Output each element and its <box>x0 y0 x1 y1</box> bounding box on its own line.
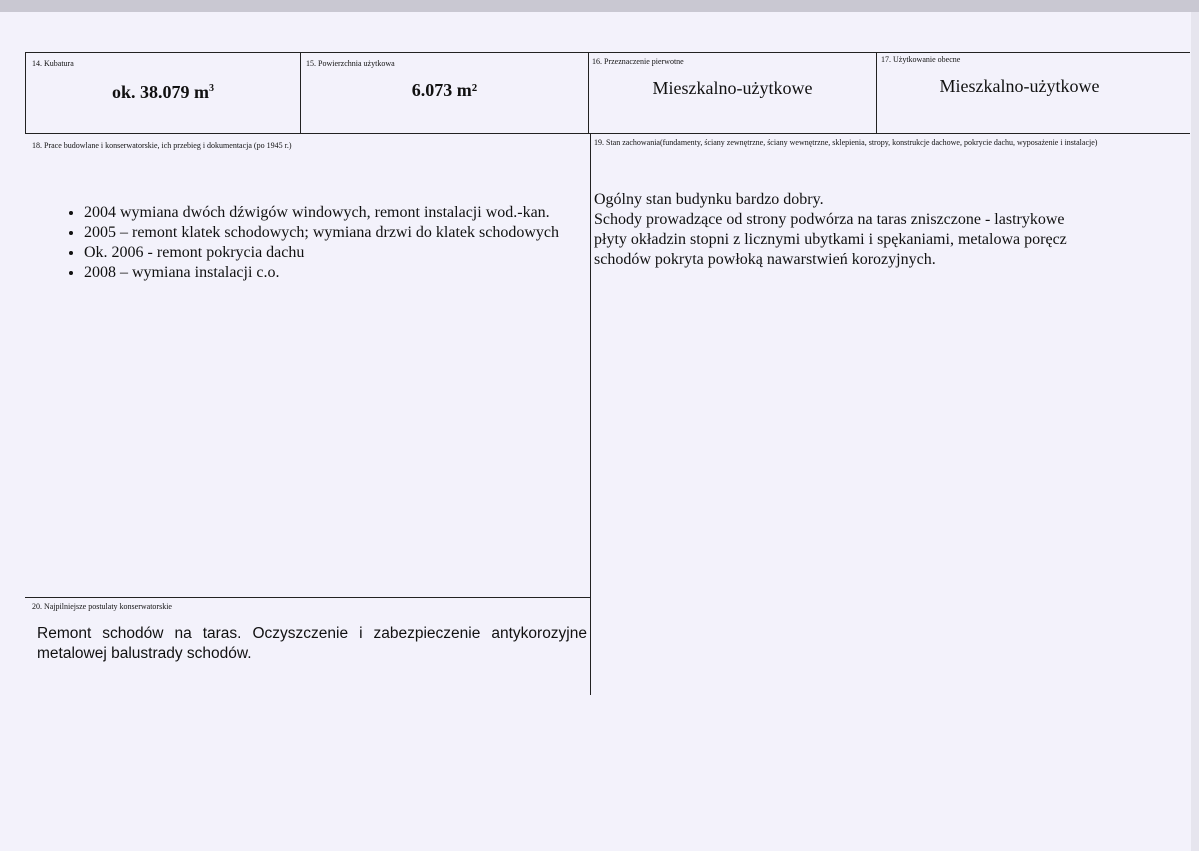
table-row-divider <box>25 133 1190 134</box>
postulaty-label: 20. Najpilniejsze postulaty konserwatorskie <box>32 602 172 611</box>
stan-line: schodów pokryta powłoką nawarstwień korozyjnych. <box>594 251 936 268</box>
list-item: • Ok. 2006 - remont pokrycia dachu <box>84 243 559 263</box>
prace-label: 18. Prace budowlane i konserwatorskie, ich przebieg i dokumentacja (po 1945 r.) <box>32 141 292 150</box>
stan-line: płyty okładzin stopni z licznymi ubytkami i spękaniami, metalowa poręcz <box>594 231 1067 248</box>
stan-text <box>594 190 1067 270</box>
list-item: • 2004 wymiana dwóch dźwigów windowych, remont instalacji wod.-kan. <box>84 203 559 223</box>
column-divider <box>590 133 591 695</box>
scan-right-edge <box>1191 12 1199 851</box>
uzytkowanie-label: 17. Użytkowanie obecne <box>881 55 961 64</box>
powierzchnia-value: 6.073 m² <box>411 80 478 100</box>
prace-list <box>38 203 559 283</box>
uzytkowanie-value: Mieszkalno-użytkowe <box>939 76 1100 96</box>
przeznaczenie-value: Mieszkalno-użytkowe <box>652 78 813 98</box>
table-border-top <box>25 52 1190 53</box>
powierzchnia-label: 15. Powierzchnia użytkowa <box>306 59 395 68</box>
stan-line: Ogólny stan budynku bardzo dobry. <box>594 191 824 208</box>
list-item: • 2008 – wymiana instalacji c.o. <box>84 263 559 283</box>
scan-top-band <box>0 0 1199 12</box>
postulaty-text: Remont schodów na taras. Oczyszczenie i zabezpieczenie antykorozyjne metalowej balustrady schodów. <box>37 625 587 662</box>
przeznaczenie-label: 16. Przeznaczenie pierwotne <box>592 57 684 66</box>
kubatura-label: 14. Kubatura <box>32 59 74 68</box>
section-20-divider <box>25 597 591 598</box>
stan-label: 19. Stan zachowania(fundamenty, ściany zewnętrzne, ściany wewnętrzne, sklepienia, stropy, konstrukcje dachowe, pokrycie dachu, wyposażenie i instalacje) <box>594 138 1098 147</box>
list-item: • 2005 – remont klatek schodowych; wymiana drzwi do klatek schodowych <box>84 223 559 243</box>
kubatura-value: ok. 38.079 $m^3$ <box>111 82 214 102</box>
stan-line: Schody prowadzące od strony podwórza na taras zniszczone - lastrykowe <box>594 211 1065 228</box>
